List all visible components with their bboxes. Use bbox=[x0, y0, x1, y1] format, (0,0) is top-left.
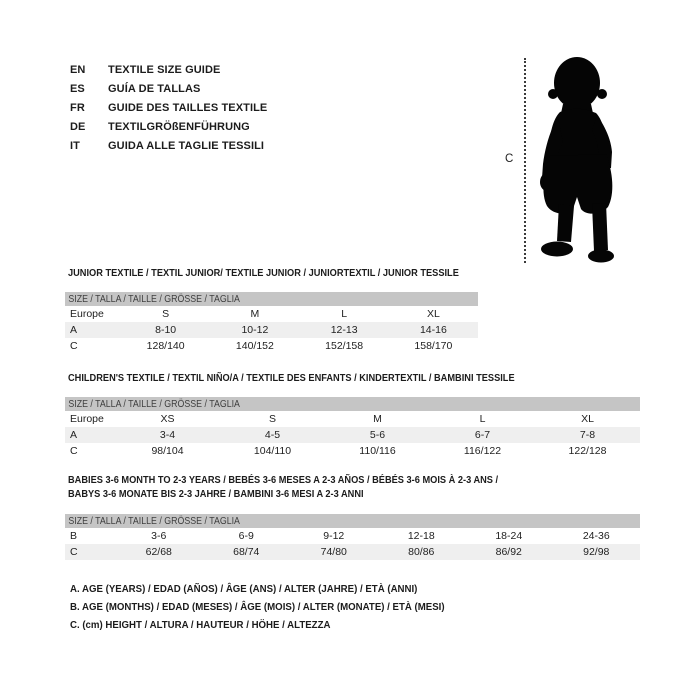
value-cell: 14-16 bbox=[419, 324, 447, 336]
language-guide bbox=[70, 60, 267, 155]
value-cell: 6-7 bbox=[474, 429, 491, 441]
value-cell: 12-13 bbox=[330, 324, 358, 336]
value-cell: XL bbox=[581, 413, 594, 425]
table-header-band bbox=[65, 292, 478, 306]
value-cell: 74/80 bbox=[320, 546, 347, 558]
table-row bbox=[65, 528, 640, 544]
value-cell: 6-9 bbox=[238, 530, 254, 542]
value-cell: 5-6 bbox=[369, 429, 386, 441]
table-row bbox=[65, 443, 640, 459]
language-label: GUIDA ALLE TAGLIE TESSILI bbox=[108, 139, 265, 152]
value-cell: 4-5 bbox=[264, 429, 281, 441]
row-label-cell: B bbox=[70, 530, 78, 542]
note-text: A. AGE (YEARS) / EDAD (AÑOS) / ÂGE (ANS) / ALTER (JAHRE) / ETÀ (ANNI) bbox=[70, 583, 418, 595]
table-title-text: BABYS 3-6 MONATE BIS 2-3 JAHRE / BAMBINI 3-6 MESI A 2-3 ANNI bbox=[68, 488, 364, 500]
value-cell: 68/74 bbox=[233, 546, 260, 558]
table-header-text: SIZE / TALLA / TAILLE / GRÖSSE / TAGLIA bbox=[68, 293, 240, 305]
language-code: EN bbox=[70, 63, 86, 76]
value-cell: L bbox=[479, 413, 486, 425]
row-label-cell: Europe bbox=[70, 308, 104, 320]
table-header-text: SIZE / TALLA / TAILLE / GRÖSSE / TAGLIA bbox=[68, 398, 240, 410]
value-cell: 3-4 bbox=[159, 429, 176, 441]
table-row bbox=[65, 338, 478, 354]
row-label-cell: C bbox=[70, 340, 78, 352]
note-line bbox=[70, 583, 477, 601]
value-cell: 116/122 bbox=[463, 445, 502, 457]
table-row bbox=[65, 427, 640, 443]
table-row bbox=[65, 306, 478, 322]
value-cell: M bbox=[373, 413, 382, 425]
size-table bbox=[65, 397, 640, 459]
value-cell: 62/68 bbox=[145, 546, 172, 558]
size-table bbox=[65, 514, 640, 560]
table-row bbox=[65, 322, 478, 338]
value-cell: M bbox=[250, 308, 260, 320]
row-label-cell: A bbox=[70, 429, 78, 441]
language-label: GUÍA DE TALLAS bbox=[108, 82, 201, 95]
language-row bbox=[70, 136, 267, 155]
language-row bbox=[70, 98, 267, 117]
value-cell: 128/140 bbox=[146, 340, 185, 352]
table-title-text: BABIES 3-6 MONTH TO 2-3 YEARS / BEBÉS 3-6 MESES A 2-3 AÑOS / BÉBÉS 3-6 MOIS À 2-3 ANS / bbox=[68, 474, 499, 486]
note-text: C. (cm) HEIGHT / ALTURA / HAUTEUR / HÖHE / ALTEZZA bbox=[70, 619, 331, 631]
value-cell: 122/128 bbox=[568, 445, 607, 457]
language-code: FR bbox=[70, 101, 85, 114]
measure-c-label: C bbox=[505, 153, 514, 165]
value-cell: 140/152 bbox=[235, 340, 274, 352]
value-cell: 86/92 bbox=[495, 546, 522, 558]
value-cell: XS bbox=[160, 413, 175, 425]
language-row bbox=[70, 60, 267, 79]
language-code: IT bbox=[70, 139, 80, 152]
value-cell: 7-8 bbox=[579, 429, 596, 441]
note-line bbox=[70, 619, 477, 637]
row-label-cell: C bbox=[70, 546, 78, 558]
value-cell: 98/104 bbox=[151, 445, 184, 457]
note-text: B. AGE (MONTHS) / EDAD (MESES) / ÂGE (MOIS) / ALTER (MONATE) / ETÀ (MESI) bbox=[70, 601, 445, 613]
table-title-text: CHILDREN'S TEXTILE / TEXTIL NIÑO/A / TEXTILE DES ENFANTS / KINDERTEXTIL / BAMBINI TESSILE bbox=[68, 372, 515, 384]
value-cell: 9-12 bbox=[323, 530, 345, 542]
value-cell: 24-36 bbox=[582, 530, 610, 542]
table-title bbox=[68, 371, 576, 385]
size-table bbox=[65, 292, 478, 354]
height-dashed-line bbox=[524, 58, 526, 263]
language-row bbox=[70, 79, 267, 98]
value-cell: 8-10 bbox=[155, 324, 177, 336]
value-cell: 3-6 bbox=[151, 530, 167, 542]
table-header-band bbox=[65, 514, 640, 528]
table-title bbox=[68, 266, 512, 280]
note-line bbox=[70, 601, 477, 619]
language-code: DE bbox=[70, 120, 86, 133]
toddler-silhouette-icon bbox=[530, 56, 626, 264]
table-header-text: SIZE / TALLA / TAILLE / GRÖSSE / TAGLIA bbox=[68, 515, 240, 527]
table-header-band bbox=[65, 397, 640, 411]
language-label: TEXTILE SIZE GUIDE bbox=[108, 63, 221, 76]
language-row bbox=[70, 117, 267, 136]
value-cell: 152/158 bbox=[325, 340, 364, 352]
table-title bbox=[68, 473, 557, 501]
value-cell: 10-12 bbox=[241, 324, 269, 336]
value-cell: XL bbox=[426, 308, 440, 320]
value-cell: S bbox=[162, 308, 170, 320]
table-row bbox=[65, 544, 640, 560]
table-title-text: JUNIOR TEXTILE / TEXTIL JUNIOR/ TEXTILE JUNIOR / JUNIORTEXTIL / JUNIOR TESSILE bbox=[68, 267, 459, 279]
language-label: GUIDE DES TAILLES TEXTILE bbox=[108, 101, 268, 114]
row-label-cell: A bbox=[70, 324, 78, 336]
value-cell: S bbox=[268, 413, 276, 425]
value-cell: 12-18 bbox=[407, 530, 435, 542]
row-label-cell: Europe bbox=[70, 413, 104, 425]
value-cell: 158/170 bbox=[414, 340, 453, 352]
value-cell: 18-24 bbox=[495, 530, 523, 542]
value-cell: L bbox=[341, 308, 348, 320]
language-code: ES bbox=[70, 82, 85, 95]
table-title-line bbox=[68, 371, 576, 385]
table-title-line bbox=[68, 487, 557, 501]
value-cell: 110/116 bbox=[359, 445, 396, 457]
measure-notes bbox=[70, 583, 477, 637]
table-title-line bbox=[68, 473, 557, 487]
value-cell: 92/98 bbox=[583, 546, 610, 558]
table-row bbox=[65, 411, 640, 427]
value-cell: 104/110 bbox=[253, 445, 292, 457]
value-cell: 80/86 bbox=[408, 546, 435, 558]
row-label-cell: C bbox=[70, 445, 78, 457]
table-title-line bbox=[68, 266, 512, 280]
language-label: TEXTILGRÖßENFÜHRUNG bbox=[108, 120, 250, 133]
